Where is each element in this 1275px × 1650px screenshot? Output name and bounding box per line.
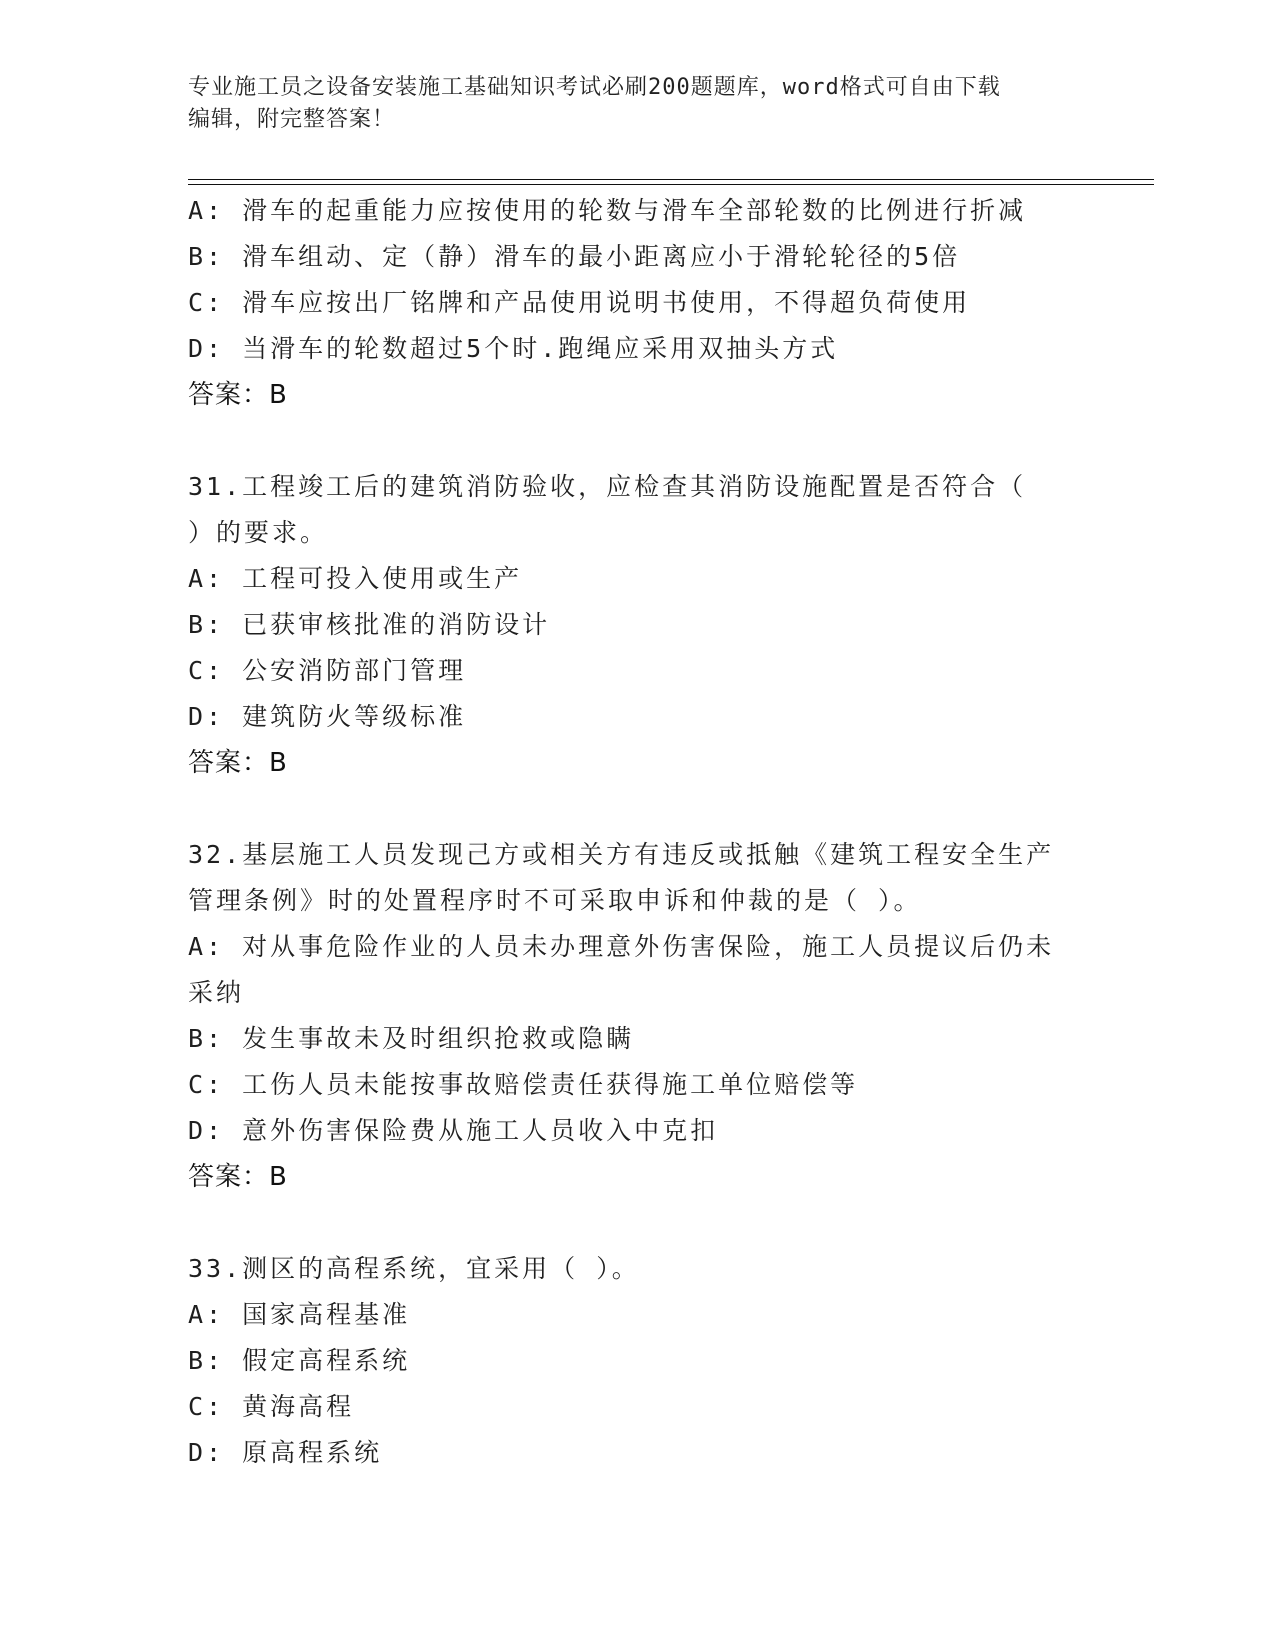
block-spacer	[188, 786, 1088, 832]
option-b: B: 发生事故未及时组织抢救或隐瞒	[188, 1024, 635, 1053]
option-a: A: 对从事危险作业的人员未办理意外伤害保险，施工人员提议后仍未	[188, 932, 1055, 961]
option-d: D: 建筑防火等级标准	[188, 702, 467, 731]
option-a-continued: 采纳	[188, 978, 245, 1007]
answer-line: 答案：B	[188, 380, 288, 410]
header-title-line-2: 编辑，附完整答案！	[188, 107, 396, 132]
option-d: D: 当滑车的轮数超过5个时.跑绳应采用双抽头方式	[188, 334, 839, 363]
option-c: C: 工伤人员未能按事故赔偿责任获得施工单位赔偿等	[188, 1070, 859, 1099]
question-32-block	[188, 832, 1088, 1200]
document-header	[188, 72, 1068, 136]
header-divider-bottom	[188, 184, 1154, 185]
option-c: C: 公安消防部门管理	[188, 656, 467, 685]
option-a: A: 滑车的起重能力应按使用的轮数与滑车全部轮数的比例进行折减	[188, 196, 1027, 225]
option-c: C: 滑车应按出厂铭牌和产品使用说明书使用，不得超负荷使用	[188, 288, 971, 317]
option-c: C: 黄海高程	[188, 1392, 355, 1421]
answer-line: 答案：B	[188, 1162, 288, 1192]
document-body	[188, 188, 1088, 1476]
question-30-block	[188, 188, 1088, 418]
option-b: B: 已获审核批准的消防设计	[188, 610, 551, 639]
header-divider-top	[188, 179, 1154, 180]
answer-line: 答案：B	[188, 748, 288, 778]
question-31-block	[188, 464, 1088, 786]
option-d: D: 原高程系统	[188, 1438, 383, 1467]
question-text: 33.测区的高程系统，宜采用（ ）。	[188, 1254, 640, 1283]
header-title-line-1: 专业施工员之设备安装施工基础知识考试必刷200题题库，word格式可自由下载	[188, 75, 1001, 100]
option-b: B: 滑车组动、定（静）滑车的最小距离应小于滑轮轮径的5倍	[188, 242, 961, 271]
option-d: D: 意外伤害保险费从施工人员收入中克扣	[188, 1116, 719, 1145]
question-text-continued: 管理条例》时的处置程序时不可采取申诉和仲裁的是（ ）。	[188, 886, 922, 915]
option-a: A: 工程可投入使用或生产	[188, 564, 523, 593]
option-b: B: 假定高程系统	[188, 1346, 411, 1375]
option-a: A: 国家高程基准	[188, 1300, 411, 1329]
question-text: 32.基层施工人员发现己方或相关方有违反或抵触《建筑工程安全生产	[188, 840, 1055, 869]
block-spacer	[188, 418, 1088, 464]
question-33-block	[188, 1246, 1088, 1476]
block-spacer	[188, 1200, 1088, 1246]
question-text-continued: ）的要求。	[188, 518, 329, 547]
question-text: 31.工程竣工后的建筑消防验收，应检查其消防设施配置是否符合（	[188, 472, 1027, 501]
